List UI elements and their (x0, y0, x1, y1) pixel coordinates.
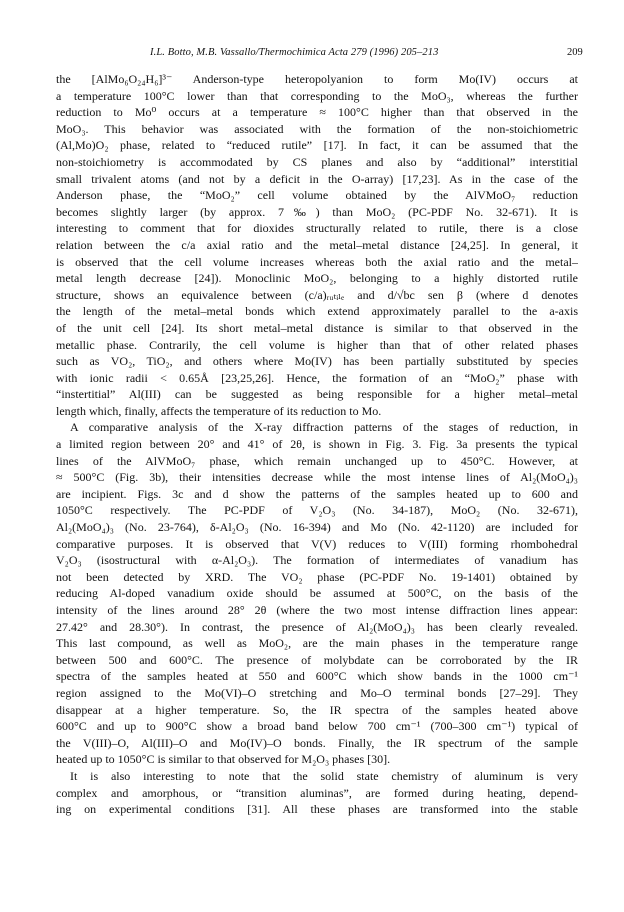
text-line: disappear at a higher temperature. So, the IR spectra of the samples heated above (56, 702, 578, 717)
text-line: metal length decrease [24]). Monoclinic MoO₂, belonging to a highly distorted rutile (56, 271, 578, 286)
text-line: V₂O₃ (isostructural with α-Al₂O₃). The formation of intermediates of vanadium has (56, 553, 578, 568)
text-line: complex and amorphous, or “transition aluminas”, are formed during heating, depend- (56, 785, 578, 800)
text-line: becomes slightly larger (by approx. 7‰) than MoO₂ (PC-PDF No. 32-671). It is (56, 204, 578, 219)
text-line: non-stoichiometry is accommodated by CS planes and also by “additional” interstitial (56, 154, 578, 169)
paragraph (56, 71, 578, 419)
text-line: reduction to Mo⁰ occurs at a temperature ≈ 100°C higher than that observed in the (56, 105, 578, 120)
text-line: a limited region between 20° and 41° of 2θ, is shown in Fig. 3. Fig. 3a presents the typical (56, 437, 578, 452)
text-line: A comparative analysis of the X-ray diffraction patterns of the stages of reduction, in (70, 420, 578, 435)
text-line: metallic phase. Contrarily, the cell volume is higher than that of other related phases (56, 337, 578, 352)
text-line: intensity of the lines around 28° 2θ (where the two most intense diffraction lines appear: (56, 603, 578, 617)
text-line: (Al,Mo)O₂ phase, related to “reduced rutile” [17]. In fact, it can be assumed that the (56, 138, 578, 153)
paragraph (56, 419, 578, 767)
text-line: reducing Al-doped vanadium oxide should be assumed at 500°C, on the basis of the (56, 586, 578, 601)
text-line: such as VO₂, TiO₂, and others where Mo(IV) has been partially substituted by species (56, 354, 578, 369)
text-line: heated up to 1050°C is similar to that observed for M₂O₃ phases [30]. (56, 752, 391, 767)
text-line: 1050°C respectively. The PC-PDF of V₂O₃ (No. 34-187), MoO₂ (No. 32-671), (56, 503, 578, 518)
page-number: 209 (567, 47, 583, 58)
text-line: of the unit cell [24]. Its short metal–metal distance is similar to that observed in the (56, 320, 578, 335)
text-line: the [AlMo₆O₂₄H₆]³⁻ Anderson-type heteropolyanion to form Mo(IV) occurs at (56, 72, 578, 86)
running-head: I.L. Botto, M.B. Vassallo/Thermochimica Acta 279 (1996) 205–213 (150, 47, 439, 58)
text-line: 600°C and up to 900°C show a broad band below 700 cm⁻¹ (700–300 cm⁻¹) typical of (56, 719, 578, 734)
text-line: MoO₃. This behavior was associated with the formation of the non-stoichiometric (56, 121, 578, 136)
text-line: a temperature 100°C lower than that corresponding to the MoO₃, whereas the further (56, 88, 578, 103)
text-line: region assigned to the Mo(VI)–O stretching and Mo–O terminal bonds [27–29]. They (56, 685, 578, 700)
text-line: It is also interesting to note that the solid state chemistry of aluminum is very (70, 768, 578, 783)
text-line: Al₂(MoO₄)₃ (No. 23-764), δ-Al₂O₃ (No. 16-394) and Mo (No. 42-1120) are included for (56, 520, 578, 535)
text-line: “instertitial” Al(III) can be suggested as being responsible for a higher metal–metal (56, 387, 578, 402)
text-line: are incipient. Figs. 3c and d show the patterns of the samples heated up to 600 and (56, 486, 578, 501)
page-header (0, 0, 624, 60)
text-line: not been detected by XRD. The VO₂ phase (PC-PDF No. 19-1401) obtained by (56, 569, 578, 584)
body-text (56, 71, 578, 818)
text-line: lines of the AlVMoO₇ phase, which remain unchanged up to 450°C. However, at (56, 453, 578, 468)
text-line: small trivalent atoms (and not by a deficit in the O-array) [17,23]. As in the case of the (56, 171, 578, 186)
text-line: 27.42° and 28.30°). In contrast, the presence of Al₂(MoO₄)₃ has been clearly revealed. (56, 619, 578, 634)
text-line: relation between the c/a axial ratio and the metal–metal distance [24,25]. In general, it (56, 237, 578, 252)
text-line: spectra of the samples heated at 550 and 600°C which show bands in the 1000 cm⁻¹ (56, 669, 578, 684)
text-line: interesting to comment that for dioxides structurally related to rutile, there is a close (56, 221, 578, 236)
text-line: with ionic radii < 0.65Å [23,25,26]. Hence, the formation of an “MoO₂” phase with (56, 370, 578, 385)
text-line: the V(III)–O, Al(III)–O and Mo(IV)–O bonds. Finally, the IR spectrum of the sample (56, 735, 578, 750)
text-line: ing on experimental conditions [31]. All these phases are transformed into the stable (56, 802, 578, 817)
text-line: Anderson phase, the “MoO₂” cell volume obtained by the AlVMoO₇ reduction (56, 188, 578, 203)
paragraph (56, 768, 578, 818)
text-line: between 500 and 600°C. The presence of molybdate can be corroborated by the IR (56, 652, 578, 667)
text-line: comparative purposes. It is observed that V(V) reduces to V(III) forming rhombohedral (56, 536, 578, 551)
text-line: length which, finally, affects the temperature of its reduction to Mo. (56, 403, 382, 418)
text-line: structure, shows an equivalence between (c/a)ᵣᵤₜᵢₗₑ and d/√bc sen β (where d denotes (56, 287, 578, 302)
text-line: This last compound, as well as MoO₂, are the main phases in the temperature range (56, 636, 578, 651)
text-line: is observed that the cell volume increases whereas both the axial ratio and the metal– (56, 254, 578, 269)
text-line: ≈ 500°C (Fig. 3b), their intensities decrease while the most intense lines of Al₂(MoO₄)₃ (56, 470, 578, 485)
text-line: the length of the metal–metal bonds which extend approximately parallel to the a-axis (56, 304, 578, 319)
